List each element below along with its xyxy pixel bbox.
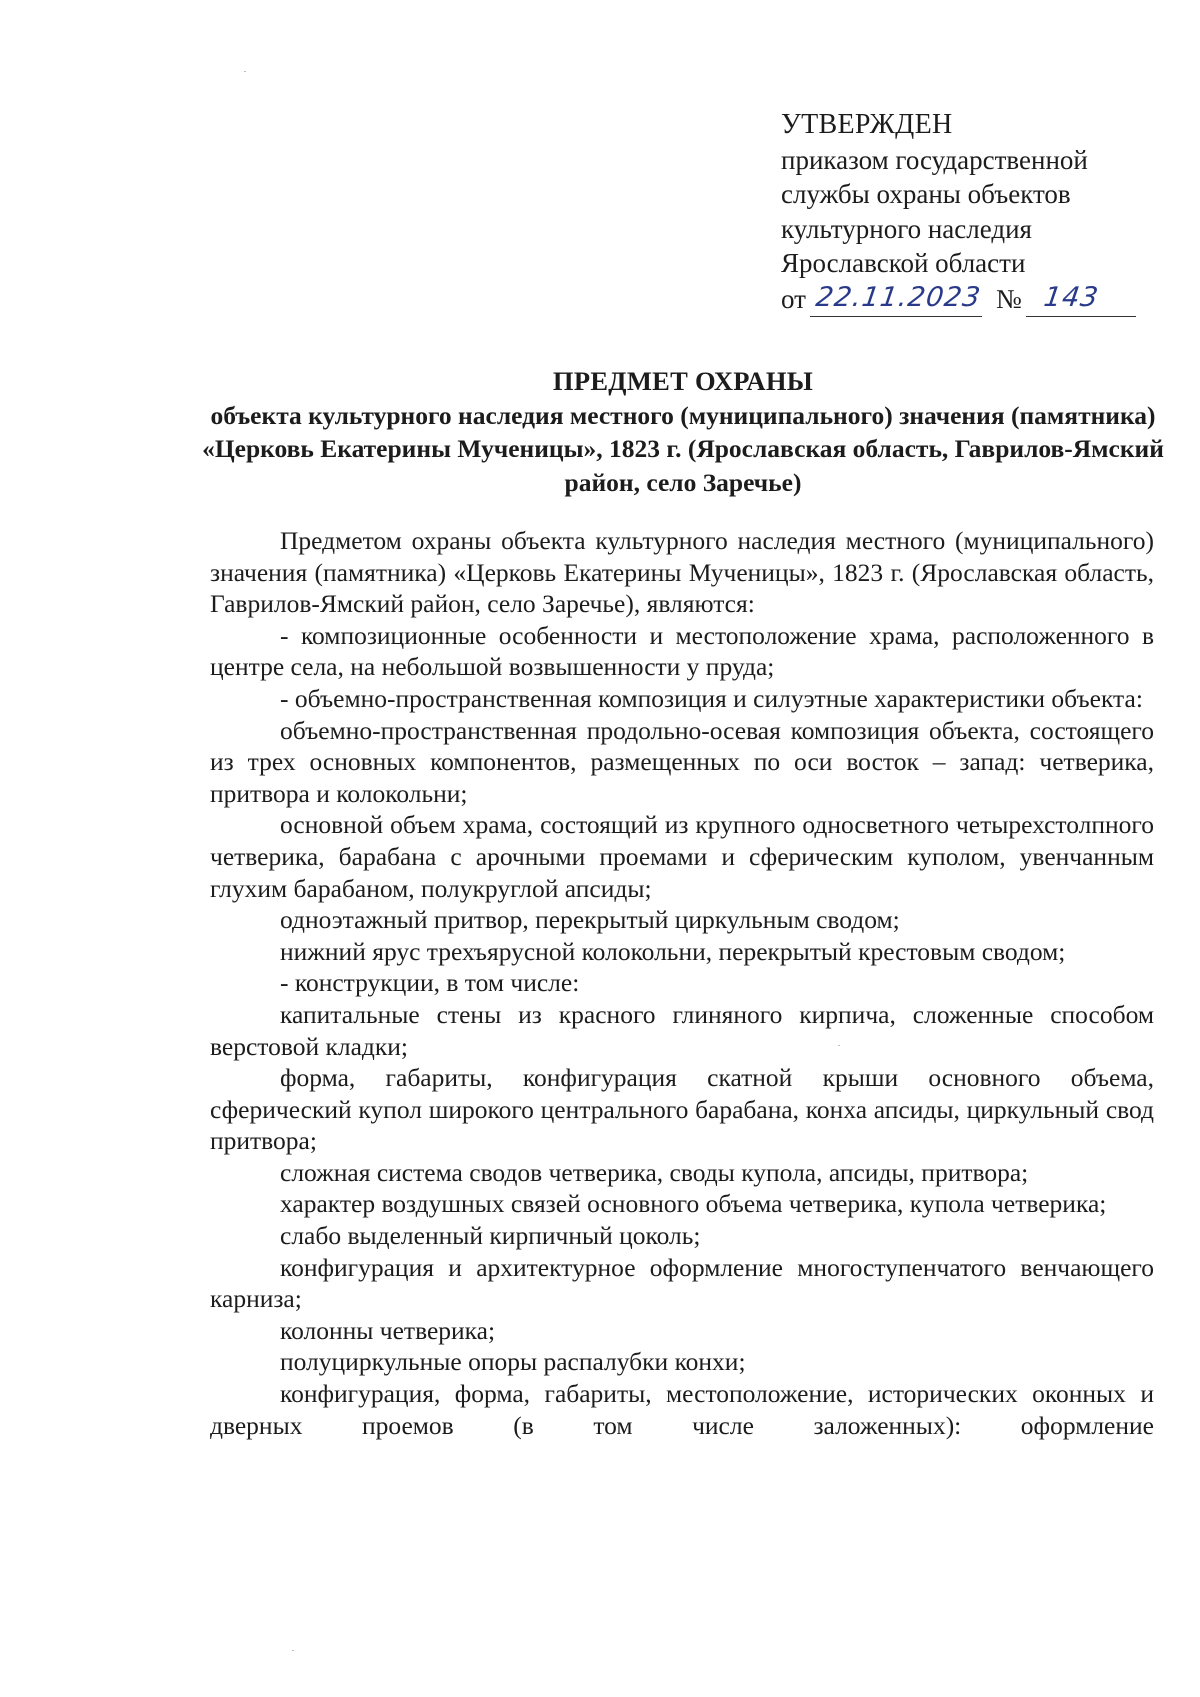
body-paragraph: сложная система сводов четверика, своды купола, апсиды, притвора; <box>280 1157 1029 1187</box>
body-paragraph: полуциркульные опоры распалубки конхи; <box>280 1347 746 1377</box>
body-paragraph: колонны четверика; <box>280 1315 496 1345</box>
body-paragraph: характер воздушных связей основного объема четверика, купола четверика; <box>280 1189 1107 1219</box>
body-paragraph: одноэтажный притвор, перекрытый циркульным сводом; <box>280 905 900 935</box>
body-paragraph: - конструкции, в том числе: <box>280 968 580 998</box>
body-paragraph: нижний ярус трехъярусной колокольни, перекрытый крестовым сводом; <box>280 936 1066 966</box>
body-paragraph: - композиционные особенности и местоположение храма, расположенного в центре села, на небольшой возвышенности у пруда; <box>210 620 1154 682</box>
document-title: ПРЕДМЕТ ОХРАНЫ <box>552 366 814 396</box>
handwritten-number: 143 <box>1041 282 1101 313</box>
body-paragraph: слабо выделенный кирпичный цоколь; <box>280 1221 701 1251</box>
document-body <box>210 525 1154 1441</box>
body-paragraph: объемно-пространственная продольно-осевая композиция объекта, состоящего из трех основных компонентов, размещенных по оси восток – запад: четверика, притвора и колокольни; <box>210 715 1154 808</box>
date-field <box>810 282 983 317</box>
body-paragraph: конфигурация и архитектурное оформление многоступенчатого венчающего карниза; <box>210 1252 1154 1314</box>
document-title-block <box>200 365 1166 499</box>
document-subtitle: объекта культурного наследия местного (муниципального) значения (памятника) «Церковь Екатерины Мученицы», 1823 г. (Ярославская область, Гаврилов-Ямский район, село Заречье) <box>202 400 1164 497</box>
body-paragraph: основной объем храма, состоящий из крупного односветного четырехстолпного четверика, барабана с арочными проемами и сферическим куполом, увенчанным глухим барабаном, полукруглой апсиды; <box>210 810 1154 903</box>
body-paragraph: Предметом охраны объекта культурного наследия местного (муниципального) значения (памятника) «Церковь Екатерины Мученицы», 1823 г. (Ярославская область, Гаврилов-Ямский район, село Заречье), являются: <box>210 526 1154 619</box>
approval-line: культурного наследия <box>781 213 1032 244</box>
date-prefix: от <box>781 284 806 314</box>
body-paragraph: капитальные стены из красного глиняного кирпича, сложенные способом верстовой кладки; <box>210 999 1154 1061</box>
body-paragraph: конфигурация, форма, габариты, местоположение, исторических оконных и дверных проемов (в том числе заложенных): оформление <box>210 1379 1154 1440</box>
approval-stamp-block <box>781 108 1141 317</box>
number-field <box>1026 282 1136 317</box>
approval-line: Ярославской области <box>781 248 1026 278</box>
body-paragraph: - объемно-пространственная композиция и силуэтные характеристики объекта: <box>280 683 1143 713</box>
approval-date-number-line <box>781 281 1141 317</box>
scan-speck <box>838 1045 840 1046</box>
approval-line: приказом государственной <box>781 144 1088 175</box>
handwritten-date: 22.11.2023 <box>813 282 983 313</box>
approval-line: службы охраны объектов <box>781 179 1071 209</box>
scan-speck <box>244 71 246 72</box>
body-paragraph: форма, габариты, конфигурация скатной крыши основного объема, сферический купол широкого центрального барабана, конха апсиды, циркульный свод притвора; <box>210 1063 1154 1156</box>
approval-heading: УТВЕРЖДЕН <box>781 109 953 140</box>
number-prefix: № <box>995 284 1022 314</box>
scan-speck <box>292 1650 294 1651</box>
